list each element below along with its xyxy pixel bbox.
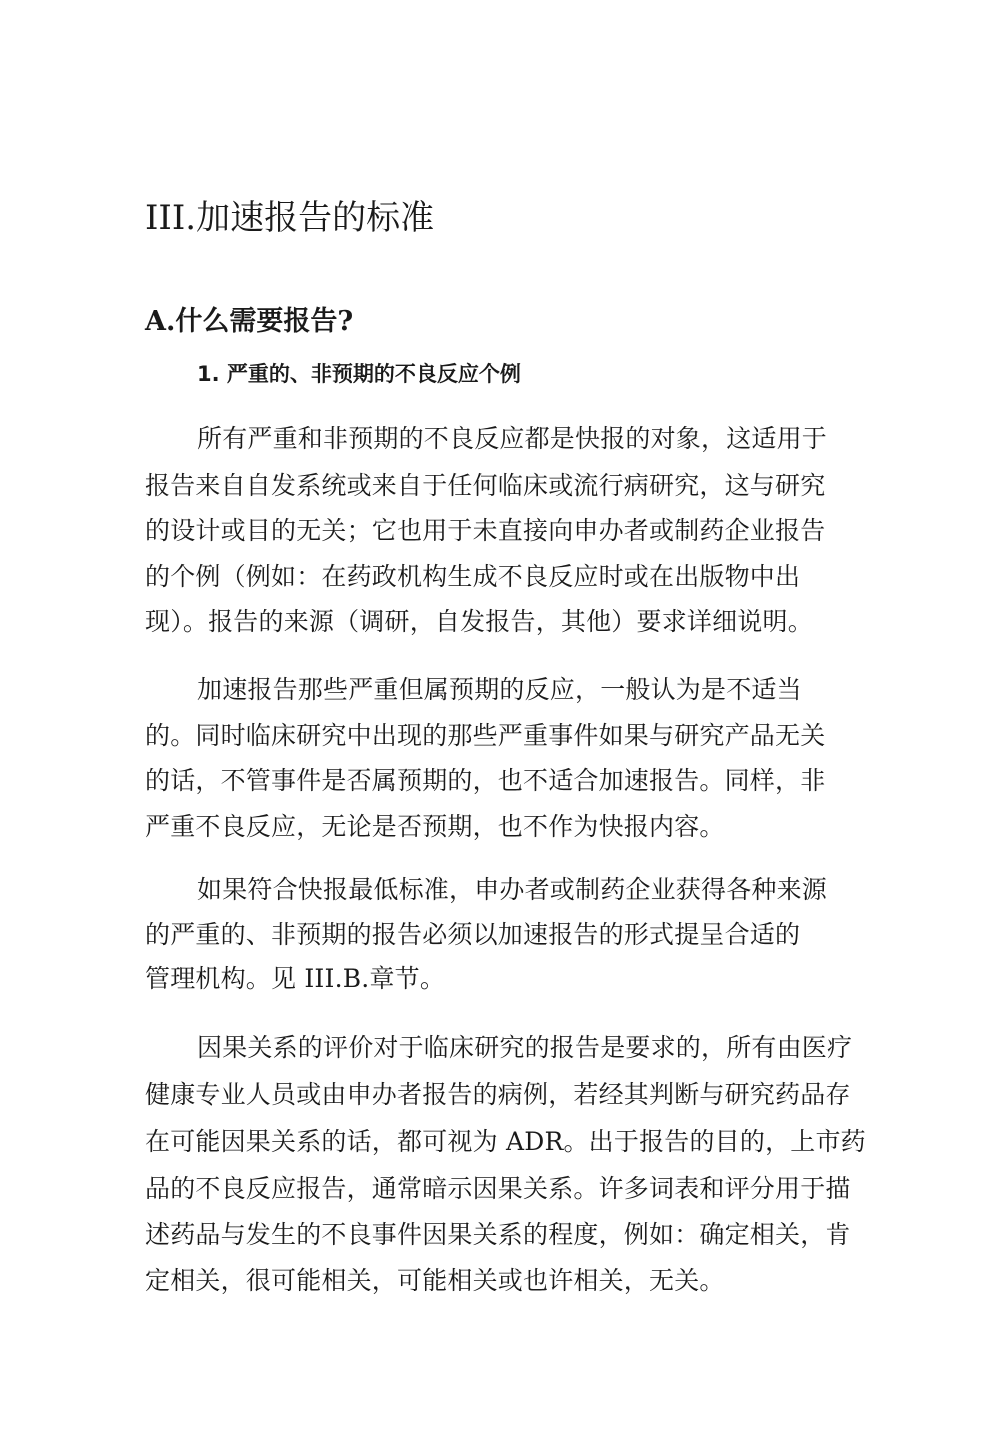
paragraph-2-line-4: 严重不良反应，无论是否预期，也不作为快报内容。 [145, 812, 725, 841]
item-title: 1. 严重的、非预期的不良反应个例 [197, 362, 521, 386]
paragraph-4-line-6: 定相关，很可能相关，可能相关或也许相关，无关。 [145, 1266, 725, 1295]
paragraph-4-line-5: 述药品与发生的不良事件因果关系的程度，例如：确定相关，肯 [145, 1220, 851, 1249]
paragraph-2-line-2: 的。同时临床研究中出现的那些严重事件如果与研究产品无关 [145, 721, 826, 750]
paragraph-3-line-3: 管理机构。见 III.B.章节。 [145, 964, 446, 993]
paragraph-4-line-1: 因果关系的评价对于临床研究的报告是要求的，所有由医疗 [197, 1033, 853, 1062]
paragraph-1-line-2: 报告来自自发系统或来自于任何临床或流行病研究，这与研究 [145, 471, 826, 500]
paragraph-1-line-5: 现）。报告的来源（调研，自发报告，其他）要求详细说明。 [145, 607, 813, 636]
paragraph-4-line-2: 健康专业人员或由申办者报告的病例，若经其判断与研究药品存 [145, 1080, 851, 1109]
paragraph-4-line-4: 品的不良反应报告，通常暗示因果关系。许多词表和评分用于描 [145, 1174, 851, 1203]
paragraph-2-line-1: 加速报告那些严重但属预期的反应，一般认为是不适当 [197, 675, 802, 704]
paragraph-1-line-1: 所有严重和非预期的不良反应都是快报的对象，这适用于 [197, 424, 828, 453]
subsection-title: A.什么需要报告? [145, 306, 354, 337]
paragraph-4-line-3: 在可能因果关系的话，都可视为 ADR。出于报告的目的，上市药 [145, 1127, 866, 1156]
paragraph-2-line-3: 的话，不管事件是否属预期的，也不适合加速报告。同样，非 [145, 766, 826, 795]
paragraph-1-line-4: 的个例（例如：在药政机构生成不良反应时或在出版物中出 [145, 562, 801, 591]
paragraph-1-line-3: 的设计或目的无关；它也用于未直接向申办者或制药企业报告 [145, 516, 826, 545]
section-title: III.加速报告的标准 [145, 198, 435, 238]
paragraph-3-line-1: 如果符合快报最低标准，申办者或制药企业获得各种来源 [197, 875, 828, 904]
paragraph-3-line-2: 的严重的、非预期的报告必须以加速报告的形式提呈合适的 [145, 920, 801, 949]
